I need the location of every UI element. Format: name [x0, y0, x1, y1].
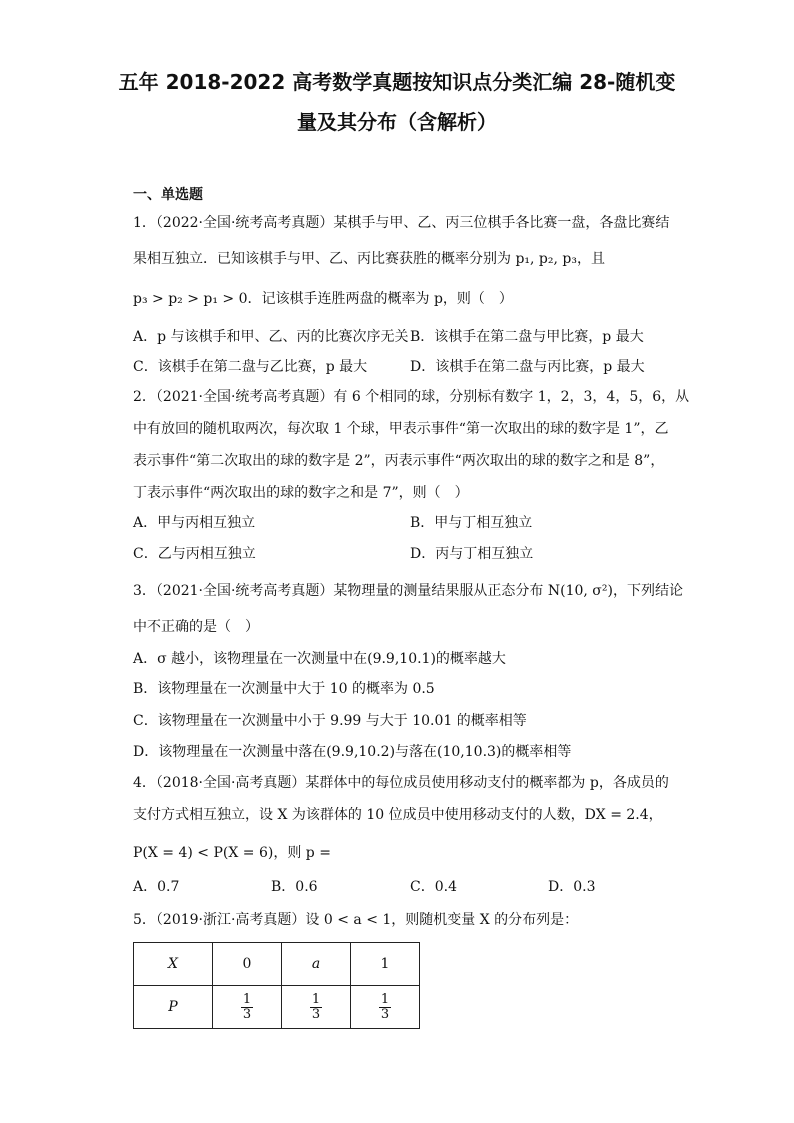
section-heading: 一、单选题	[133, 187, 203, 203]
table-row	[134, 986, 420, 1029]
fraction-numerator: 1	[380, 991, 390, 1007]
fraction-numerator: 1	[311, 991, 321, 1007]
table-cell-probability	[351, 986, 420, 1029]
q4-option-a: A．0.7	[133, 879, 180, 895]
q1-line-3: p₃ > p₂ > p₁ > 0．记该棋手连胜两盘的概率为 p，则（ ）	[133, 291, 513, 307]
q3-option-b: B．该物理量在一次测量中大于 10 的概率为 0.5	[133, 681, 435, 697]
table-cell-x-label: X	[134, 943, 213, 986]
q3-option-d: D．该物理量在一次测量中落在(9.9,10.2)与落在(10,10.3)的概率相等	[133, 744, 572, 760]
q5-line-1: 5．（2019·浙江·高考真题）设 0 < a < 1，则随机变量 X 的分布列是：	[133, 912, 579, 928]
q2-line-4: 丁表示事件“两次取出的球的数字之和是 7”，则（ ）	[133, 485, 469, 501]
q1-option-c: C．该棋手在第二盘与乙比赛，p 最大	[133, 359, 368, 375]
fraction	[379, 993, 391, 1022]
q2-option-c: C．乙与丙相互独立	[133, 546, 256, 562]
q1-line-1: 1．（2022·全国·统考高考真题）某棋手与甲、乙、丙三位棋手各比赛一盘，各盘比赛结	[133, 215, 670, 231]
q2-line-3: 表示事件“第二次取出的球的数字是 2”，丙表示事件“两次取出的球的数字之和是 8”，	[133, 453, 665, 469]
table-cell-value: 0	[213, 943, 282, 986]
q2-option-a: A．甲与丙相互独立	[133, 515, 256, 531]
table-cell-value: 1	[351, 943, 420, 986]
fraction-denominator: 3	[242, 1006, 252, 1022]
q2-option-b: B．甲与丁相互独立	[410, 515, 533, 531]
table-cell-probability	[213, 986, 282, 1029]
q1-line-2: 果相互独立．已知该棋手与甲、乙、丙比赛获胜的概率分别为 p₁, p₂, p₃，且	[133, 251, 605, 267]
distribution-table	[133, 942, 420, 1029]
q1-option-a: A．p 与该棋手和甲、乙、丙的比赛次序无关	[133, 329, 409, 345]
fraction	[241, 993, 253, 1022]
title-line-2: 量及其分布（含解析）	[297, 110, 497, 134]
q2-line-2: 中有放回的随机取两次，每次取 1 个球，甲表示事件“第一次取出的球的数字是 1”，乙	[133, 421, 669, 437]
table-cell-value: a	[282, 943, 351, 986]
fraction-numerator: 1	[242, 991, 252, 1007]
q1-option-d: D．该棋手在第二盘与丙比赛，p 最大	[410, 359, 645, 375]
q4-option-d: D．0.3	[548, 879, 596, 895]
q4-line-3: P(X = 4) < P(X = 6)，则 p =	[133, 845, 331, 861]
fraction-denominator: 3	[311, 1006, 321, 1022]
q2-line-1: 2．（2021·全国·统考高考真题）有 6 个相同的球，分别标有数字 1，2，3，4，5，6，从	[133, 389, 690, 405]
q3-option-c: C．该物理量在一次测量中小于 9.99 与大于 10.01 的概率相等	[133, 713, 527, 729]
q4-option-b: B．0.6	[271, 879, 318, 895]
q1-option-b: B．该棋手在第二盘与甲比赛，p 最大	[410, 329, 644, 345]
q4-line-2: 支付方式相互独立，设 X 为该群体的 10 位成员中使用移动支付的人数，DX = 2.4，	[133, 807, 663, 823]
table-row	[134, 943, 420, 986]
fraction	[310, 993, 322, 1022]
fraction-denominator: 3	[380, 1006, 390, 1022]
q3-line-2: 中不正确的是（ ）	[133, 619, 259, 635]
q4-option-c: C．0.4	[410, 879, 457, 895]
q2-option-d: D．丙与丁相互独立	[410, 546, 534, 562]
table-cell-p-label: P	[134, 986, 213, 1029]
table-cell-probability	[282, 986, 351, 1029]
title-line-1: 五年 2018-2022 高考数学真题按知识点分类汇编 28-随机变	[118, 70, 676, 94]
q3-line-1: 3．（2021·全国·统考高考真题）某物理量的测量结果服从正态分布 N(10, σ²)，下列结论	[133, 583, 683, 599]
q3-option-a: A．σ 越小，该物理量在一次测量中在(9.9,10.1)的概率越大	[133, 651, 506, 667]
q4-line-1: 4．（2018·全国·高考真题）某群体中的每位成员使用移动支付的概率都为 p，各成员的	[133, 775, 669, 791]
document-title	[100, 62, 694, 142]
